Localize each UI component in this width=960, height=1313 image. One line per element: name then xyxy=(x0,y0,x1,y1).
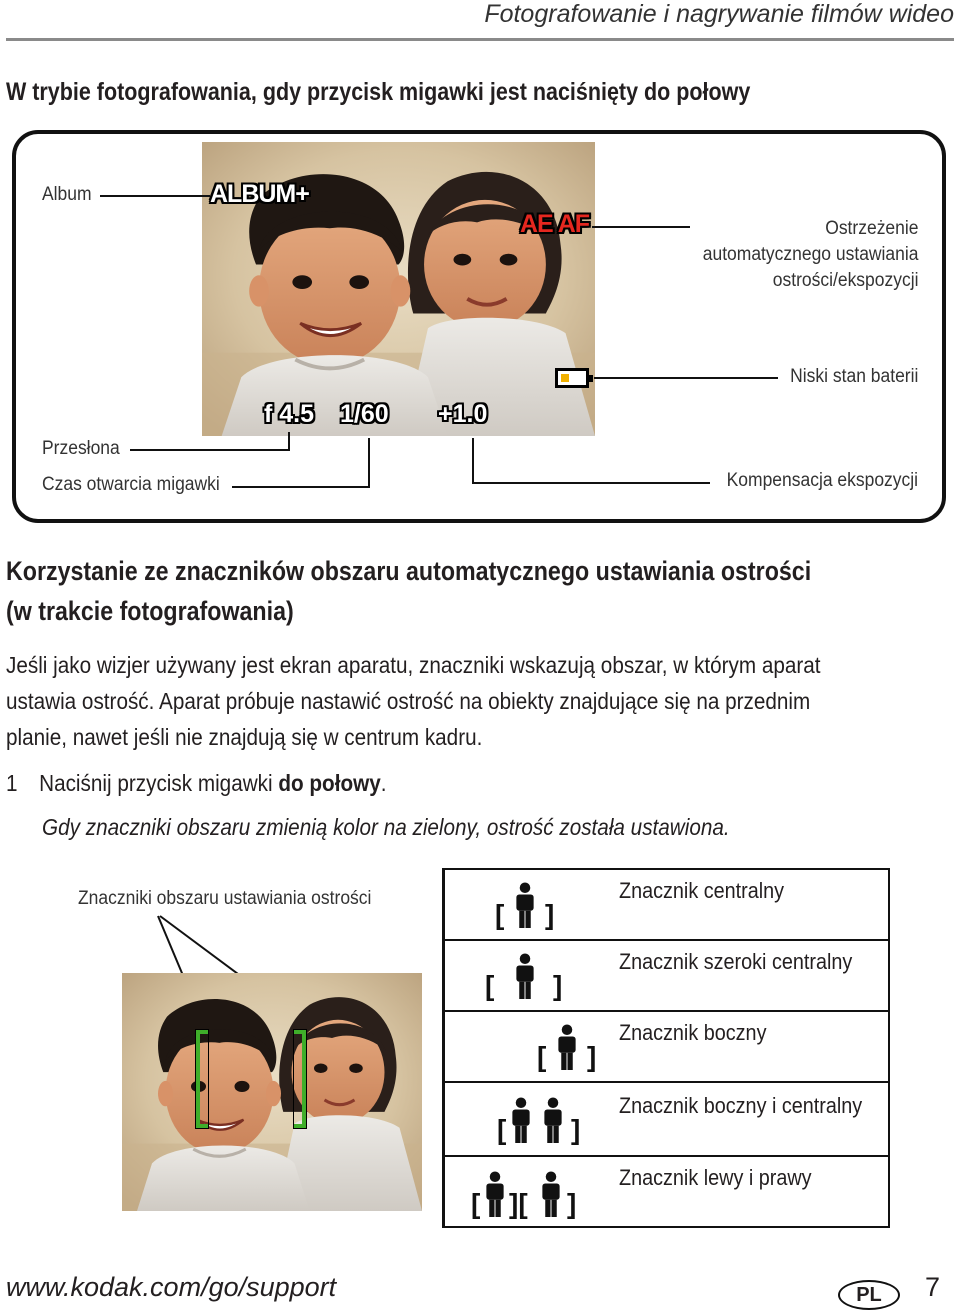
callout-shutter-speed: Czas otwarcia migawki xyxy=(42,474,220,495)
marker-label: Znacznik lewy i prawy xyxy=(619,1165,812,1190)
leader-line-album xyxy=(100,195,210,197)
step-number: 1 xyxy=(6,770,18,796)
osd-exposure: +1.0 xyxy=(438,400,488,428)
marker-label: Znacznik boczny xyxy=(619,1020,767,1045)
running-header: Fotografowanie i nagrywanie filmów wideo xyxy=(484,0,954,28)
svg-text:[: [ xyxy=(495,899,505,930)
svg-text:[: [ xyxy=(485,970,495,1001)
focus-marker-table xyxy=(442,868,890,1228)
focus-bracket-left xyxy=(196,1030,208,1128)
callout-aperture: Przesłona xyxy=(42,438,120,459)
leader-line-battery xyxy=(594,377,778,379)
step-end: . xyxy=(380,770,387,796)
marker-row xyxy=(445,1083,888,1157)
marker-label: Znacznik boczny i centralny xyxy=(619,1093,863,1118)
wide-center-marker-icon xyxy=(485,951,565,1006)
header-rule xyxy=(6,38,954,41)
children-photo-small xyxy=(122,973,422,1211)
section-2-title-line-1: Korzystanie ze znaczników obszaru automatycznego ustawiania ostrości xyxy=(6,556,812,586)
low-battery-icon xyxy=(555,368,589,388)
section-heading: W trybie fotografowania, gdy przycisk migawki jest naciśnięty do połowy xyxy=(6,78,751,106)
leader-line-warning xyxy=(592,226,690,228)
osd-aperture: f 4.5 xyxy=(264,400,315,428)
page-number: 7 xyxy=(925,1272,941,1302)
leader-line-exposure-v xyxy=(472,438,474,484)
osd-shutter: 1/60 xyxy=(340,400,389,428)
step-note: Gdy znaczniki obszaru zmienią kolor na zielony, ostrość została ustawiona. xyxy=(42,814,730,840)
paragraph-line-3: planie, nawet jeśli nie znajdują się w centrum kadru. xyxy=(6,724,483,750)
leader-line-shutter-h xyxy=(232,486,370,488)
focus-bracket-right xyxy=(294,1030,306,1128)
leader-line-exposure-h xyxy=(472,482,710,484)
marker-row xyxy=(445,941,888,1012)
side-marker-icon xyxy=(537,1022,599,1077)
callout-warning-line-3: ostrości/ekspozycji xyxy=(772,270,918,291)
step-emphasis: do połowy xyxy=(278,770,381,796)
callout-warning-line-2: automatycznego ustawiania xyxy=(702,244,918,265)
callout-warning-line-1: Ostrzeżenie xyxy=(824,218,918,239)
svg-text:]: ] xyxy=(587,1041,597,1072)
marker-label: Znacznik szeroki centralny xyxy=(619,949,853,974)
svg-text:]: ] xyxy=(571,1114,581,1145)
section-2-title-line-2: (w trakcie fotografowania) xyxy=(6,596,294,626)
focus-example-photo xyxy=(122,973,422,1211)
step-1 xyxy=(6,770,386,797)
svg-text:]: ] xyxy=(545,899,555,930)
step-text: Naciśnij przycisk migawki xyxy=(39,770,279,796)
marker-row xyxy=(445,1157,888,1228)
callout-exposure-compensation: Kompensacja ekspozycji xyxy=(726,470,918,491)
paragraph-line-2: ustawia ostrość. Aparat próbuje nastawić ostrość na obiekty znajdujące się na przednim xyxy=(6,688,811,714)
osd-album: ALBUM+ xyxy=(210,180,309,208)
svg-text:]: ] xyxy=(567,1188,577,1219)
leader-line-shutter-v xyxy=(368,438,370,488)
callout-af-ae-warning xyxy=(702,216,918,294)
paragraph-line-1: Jeśli jako wizjer używany jest ekran aparatu, znaczniki wskazują obszar, w którym aparat xyxy=(6,652,821,678)
marker-label: Znacznik centralny xyxy=(619,878,785,903)
camera-screen-photo xyxy=(202,142,595,436)
svg-text:[: [ xyxy=(497,1114,507,1145)
callout-album: Album xyxy=(42,184,92,205)
leader-line-aperture-v xyxy=(288,432,290,451)
side-and-center-marker-icon xyxy=(497,1095,583,1150)
svg-text:][: ][ xyxy=(509,1188,528,1219)
leader-line-aperture-h xyxy=(130,449,290,451)
marker-row xyxy=(445,870,888,941)
svg-text:[: [ xyxy=(471,1188,481,1219)
callout-low-battery: Niski stan baterii xyxy=(789,366,918,387)
support-url[interactable]: www.kodak.com/go/support xyxy=(6,1272,337,1302)
focus-markers-caption: Znaczniki obszaru ustawiania ostrości xyxy=(78,888,372,909)
center-marker-icon xyxy=(495,880,557,935)
osd-ae-af-warning: AE AF xyxy=(520,210,590,238)
svg-text:]: ] xyxy=(553,970,563,1001)
left-and-right-marker-icon xyxy=(471,1169,581,1224)
language-badge: PL xyxy=(838,1280,900,1310)
marker-row xyxy=(445,1012,888,1083)
svg-text:[: [ xyxy=(537,1041,547,1072)
